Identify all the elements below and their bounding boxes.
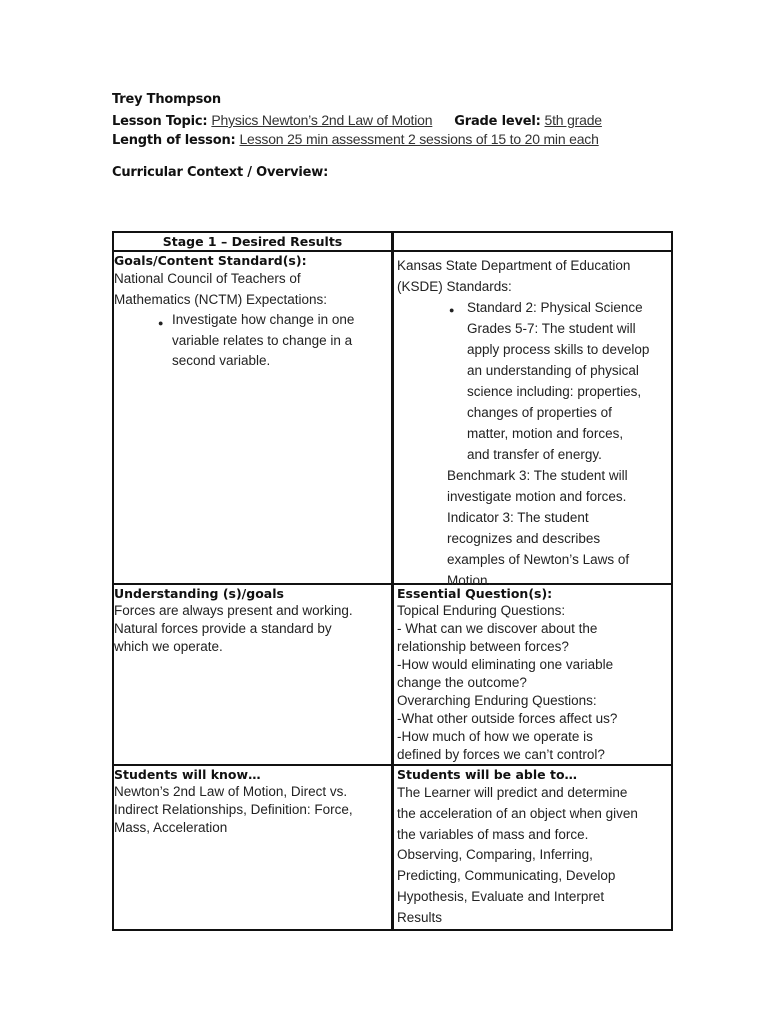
students-will-know-cell <box>114 766 353 837</box>
text-line: -How would eliminating one variable <box>397 657 614 672</box>
kansas-standards-cell <box>397 255 649 591</box>
text-line: examples of Newton’s Laws of <box>447 552 630 567</box>
curricular-context-heading: Curricular Context / Overview: <box>112 165 329 180</box>
text-line: Overarching Enduring Questions: <box>397 693 597 708</box>
stage-title: Stage 1 – Desired Results <box>162 234 343 249</box>
text-line: Newton’s 2nd Law of Motion, Direct vs. <box>114 784 348 799</box>
text-line: Mathematics (NCTM) Expectations: <box>114 291 328 307</box>
bullet-line: ● Standard 2: Physical Science <box>397 297 649 318</box>
text-line: the acceleration of an object when given <box>397 805 638 821</box>
bullet-line: changes of properties of <box>467 405 612 420</box>
text-line: -What other outside forces affect us? <box>397 711 618 726</box>
text-line: - What can we discover about the <box>397 621 598 636</box>
understanding-goals-cell <box>114 585 353 656</box>
column-divider <box>391 233 394 929</box>
bullet-line: an understanding of physical <box>467 363 639 378</box>
text-line: -How much of how we operate is <box>397 729 593 744</box>
text-line: Kansas State Department of Education <box>397 258 631 273</box>
bullet-line: apply process skills to develop <box>467 342 650 357</box>
text-line: Mass, Acceleration <box>114 820 228 835</box>
text-line: Indirect Relationships, Definition: Force, <box>114 802 353 817</box>
cell-heading: Essential Question(s): <box>397 586 553 601</box>
essential-questions-cell <box>397 585 617 764</box>
lesson-topic-value: Physics Newton’s 2nd Law of Motion <box>211 112 433 128</box>
cell-heading: Understanding (s)/goals <box>114 586 284 601</box>
text-line: (KSDE) Standards: <box>397 279 512 294</box>
text-line: Results <box>397 909 443 925</box>
author-name: Trey Thompson <box>112 92 221 107</box>
lesson-length-label: Length of lesson: <box>112 133 236 148</box>
text-line: Indicator 3: The student <box>447 510 589 525</box>
bullet-line: variable relates to change in a <box>172 332 353 348</box>
students-will-be-able-to-cell <box>397 766 638 929</box>
bullet-line: matter, motion and forces, <box>467 426 624 441</box>
text-line: the variables of mass and force. <box>397 826 589 842</box>
text-line: change the outcome? <box>397 675 527 690</box>
text-line: relationship between forces? <box>397 639 569 654</box>
text-line: Hypothesis, Evaluate and Interpret <box>397 888 605 904</box>
text-line: Motion. <box>447 573 492 588</box>
bullet-line: Grades 5-7: The student will <box>467 321 636 336</box>
text-line: Benchmark 3: The student will <box>447 468 628 483</box>
lesson-length-line <box>112 131 599 148</box>
text-line: defined by forces we can’t control? <box>397 747 605 762</box>
text-line: which we operate. <box>114 639 223 654</box>
text-line: recognizes and describes <box>447 531 601 546</box>
bullet-line: science including: properties, <box>467 384 642 399</box>
grade-level-label: Grade level: <box>454 114 541 129</box>
text-line: Observing, Comparing, Inferring, <box>397 847 593 863</box>
goals-content-standards-cell <box>114 252 354 372</box>
desired-results-table <box>112 231 673 931</box>
cell-heading: Goals/Content Standard(s): <box>114 253 307 268</box>
text-line: The Learner will predict and determine <box>397 785 628 800</box>
text-line: Predicting, Communicating, Develop <box>397 868 616 884</box>
cell-heading: Students will be able to… <box>397 767 578 782</box>
lesson-topic-line <box>112 112 602 129</box>
bullet-line: ● Investigate how change in one <box>114 310 354 331</box>
text-line: Forces are always present and working. <box>114 603 353 618</box>
grade-level-value: 5th grade <box>544 112 602 128</box>
text-line: investigate motion and forces. <box>447 489 627 504</box>
text-line: Natural forces provide a standard by <box>114 621 332 636</box>
lesson-length-value: Lesson 25 min assessment 2 sessions of 15 to 20 min each <box>239 131 599 147</box>
bullet-line: second variable. <box>172 353 271 368</box>
lesson-topic-label: Lesson Topic: <box>112 114 208 129</box>
cell-heading: Students will know… <box>114 767 261 782</box>
bullet-line: and transfer of energy. <box>467 447 602 462</box>
text-line: Topical Enduring Questions: <box>397 603 566 618</box>
text-line: National Council of Teachers of <box>114 271 301 286</box>
